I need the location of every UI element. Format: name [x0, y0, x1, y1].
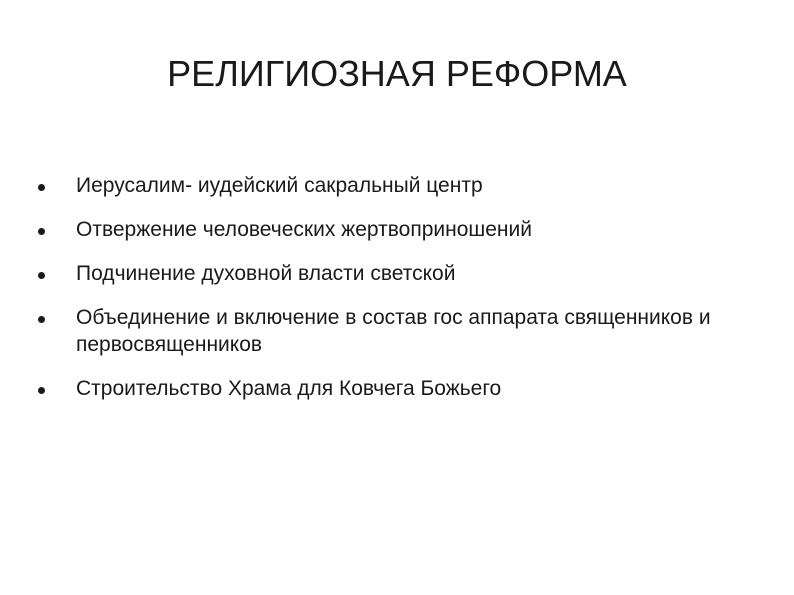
bullet-icon: [38, 272, 45, 279]
list-item: [30, 375, 750, 402]
bullet-list: [30, 172, 750, 419]
list-item: [30, 260, 750, 287]
bullet-text: Объединение и включение в состав гос аппарата священников и первосвященников: [76, 306, 711, 356]
bullet-text: Иерусалим- иудейский сакральный центр: [76, 174, 483, 197]
list-item: [30, 172, 750, 199]
bullet-text: Подчинение духовной власти светской: [76, 262, 456, 285]
list-item: [30, 304, 750, 358]
list-item: [30, 216, 750, 243]
bullet-icon: [38, 228, 45, 235]
slide-title: РЕЛИГИОЗНАЯ РЕФОРМА: [167, 53, 627, 94]
bullet-text: Строительство Храма для Ковчега Божьего: [76, 377, 502, 400]
bullet-icon: [38, 316, 45, 323]
bullet-icon: [38, 387, 45, 394]
bullet-icon: [38, 184, 45, 191]
bullet-text: Отвержение человеческих жертвоприношений: [76, 218, 532, 241]
